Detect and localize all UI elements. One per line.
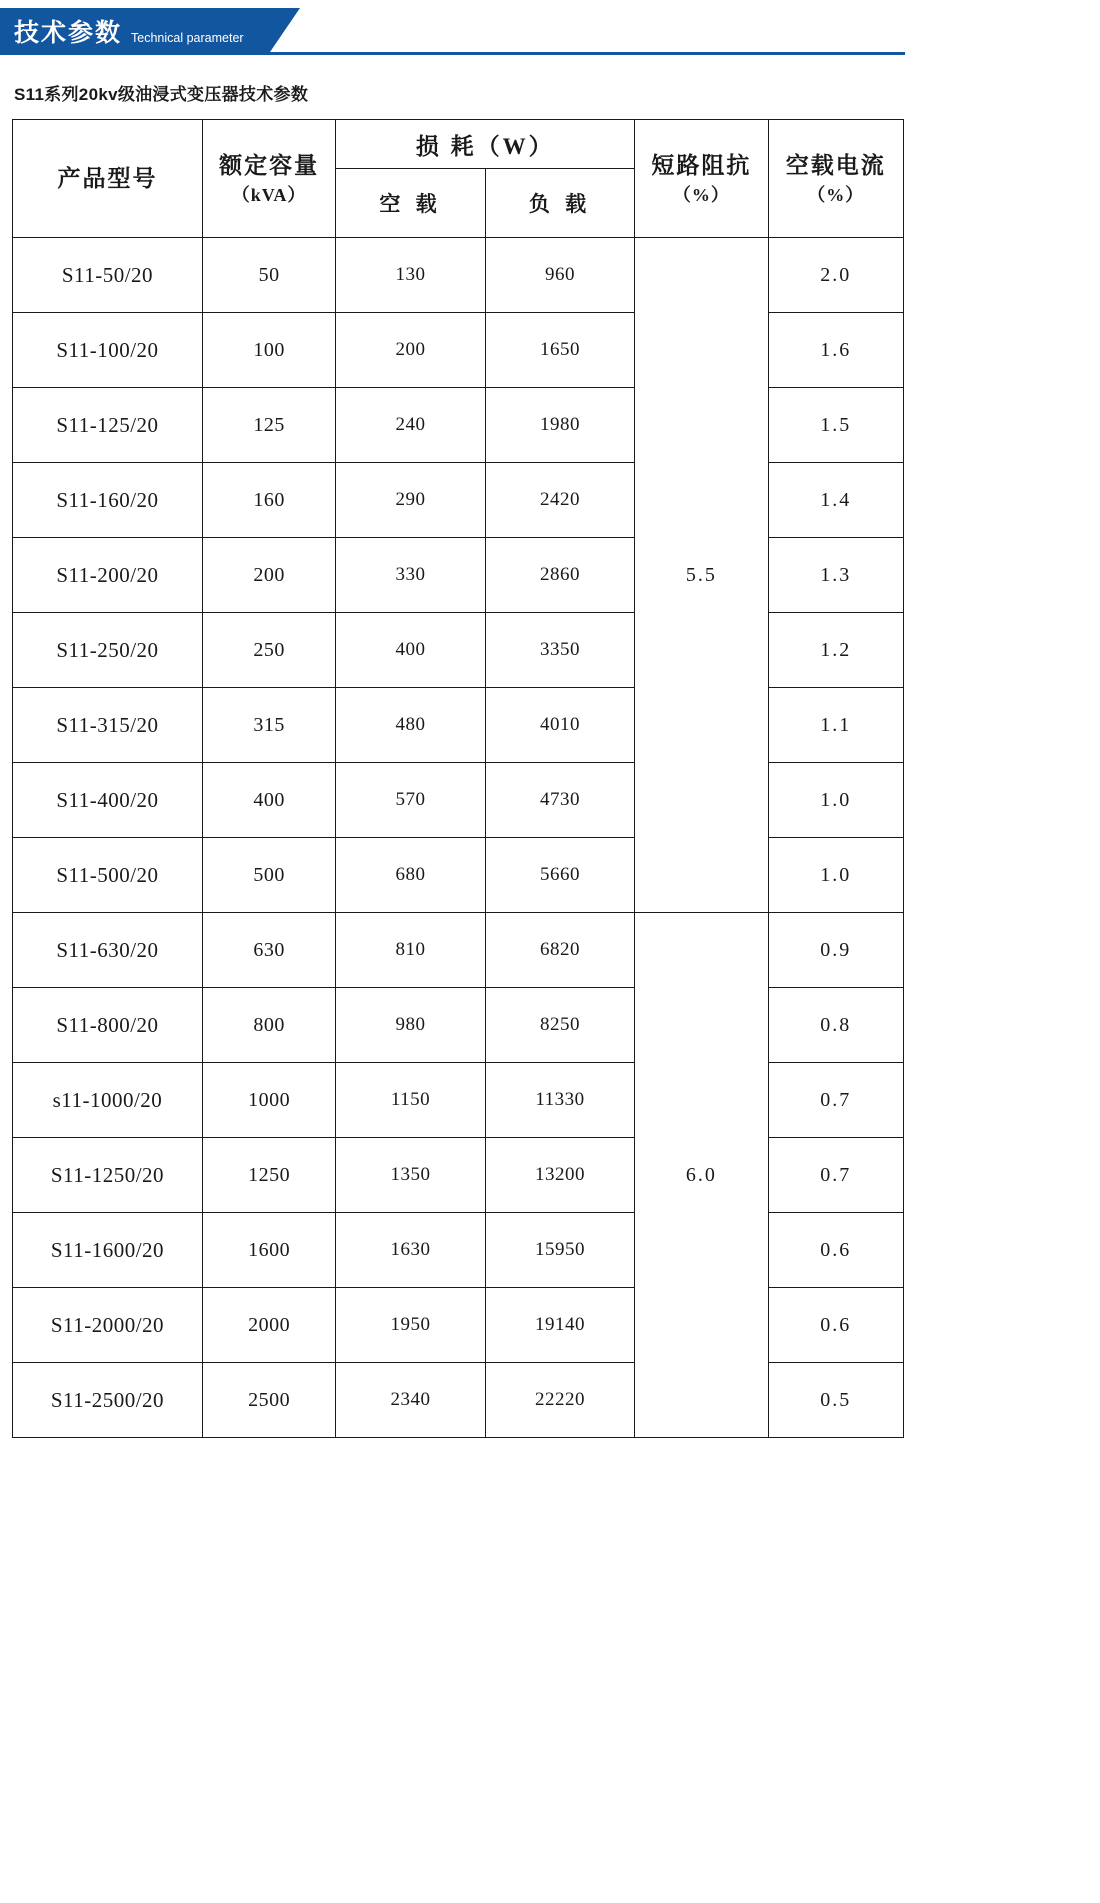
banner-title-en: Technical parameter [131,30,244,45]
table-row [13,1138,904,1213]
table-row [13,1213,904,1288]
cell-capacity: 1250 [202,1138,335,1213]
cell-capacity: 1600 [202,1213,335,1288]
header-impedance-unit: （%） [672,185,730,206]
header-impedance-label: 短路阻抗 [651,152,752,178]
page-banner [0,0,1100,62]
table-head [13,120,904,238]
cell-no-load-current: 0.8 [768,988,903,1063]
cell-loss-no-load: 400 [336,613,486,688]
cell-capacity: 200 [202,538,335,613]
cell-no-load-current: 0.9 [768,913,903,988]
header-capacity-label: 额定容量 [219,152,320,178]
cell-capacity: 2000 [202,1288,335,1363]
table-row [13,1063,904,1138]
page-title: S11系列20kv级油浸式变压器技术参数 [14,85,309,104]
cell-model: S11-2500/20 [13,1363,203,1438]
cell-loss-load: 1650 [485,313,635,388]
cell-loss-no-load: 290 [336,463,486,538]
cell-loss-load: 4730 [485,763,635,838]
table-row [13,538,904,613]
cell-loss-load: 960 [485,238,635,313]
header-no-load-current [768,120,903,238]
table-body [13,238,904,1438]
header-loss-group: 损 耗（W） [336,120,635,169]
cell-capacity: 500 [202,838,335,913]
cell-loss-load: 2860 [485,538,635,613]
cell-model: S11-315/20 [13,688,203,763]
table-row [13,763,904,838]
table-row [13,388,904,463]
cell-no-load-current: 0.7 [768,1063,903,1138]
cell-loss-load: 11330 [485,1063,635,1138]
cell-loss-no-load: 980 [336,988,486,1063]
cell-capacity: 125 [202,388,335,463]
header-current-label: 空载电流 [785,152,886,178]
cell-loss-no-load: 130 [336,238,486,313]
cell-no-load-current: 1.6 [768,313,903,388]
cell-no-load-current: 1.0 [768,838,903,913]
table-row [13,313,904,388]
cell-capacity: 800 [202,988,335,1063]
cell-model: S11-200/20 [13,538,203,613]
header-capacity [202,120,335,238]
cell-capacity: 160 [202,463,335,538]
cell-loss-no-load: 480 [336,688,486,763]
cell-loss-load: 1980 [485,388,635,463]
cell-loss-no-load: 680 [336,838,486,913]
table-row [13,463,904,538]
cell-no-load-current: 0.6 [768,1213,903,1288]
banner-title-cn: 技术参数 [14,19,123,47]
table-row [13,238,904,313]
cell-model: S11-2000/20 [13,1288,203,1363]
cell-no-load-current: 1.5 [768,388,903,463]
cell-no-load-current: 0.6 [768,1288,903,1363]
cell-no-load-current: 1.3 [768,538,903,613]
cell-loss-load: 5660 [485,838,635,913]
cell-loss-no-load: 240 [336,388,486,463]
table-row [13,613,904,688]
cell-loss-load: 6820 [485,913,635,988]
cell-loss-load: 13200 [485,1138,635,1213]
cell-model: S11-1250/20 [13,1138,203,1213]
cell-model: S11-125/20 [13,388,203,463]
cell-capacity: 630 [202,913,335,988]
cell-model: S11-1600/20 [13,1213,203,1288]
cell-loss-no-load: 570 [336,763,486,838]
table-row [13,913,904,988]
cell-no-load-current: 0.5 [768,1363,903,1438]
cell-loss-no-load: 1630 [336,1213,486,1288]
table-row [13,1363,904,1438]
cell-loss-no-load: 1150 [336,1063,486,1138]
cell-capacity: 50 [202,238,335,313]
header-capacity-unit: （kVA） [231,185,307,206]
table-header-row-1 [13,120,904,169]
cell-model: S11-630/20 [13,913,203,988]
cell-loss-no-load: 1350 [336,1138,486,1213]
cell-loss-load: 8250 [485,988,635,1063]
cell-loss-load: 22220 [485,1363,635,1438]
banner-underline [0,52,905,55]
cell-loss-load: 4010 [485,688,635,763]
banner-tab [0,8,270,52]
cell-loss-no-load: 1950 [336,1288,486,1363]
table-row [13,838,904,913]
cell-no-load-current: 1.0 [768,763,903,838]
cell-no-load-current: 0.7 [768,1138,903,1213]
cell-no-load-current: 1.1 [768,688,903,763]
cell-loss-load: 2420 [485,463,635,538]
table-row [13,988,904,1063]
cell-loss-load: 3350 [485,613,635,688]
cell-capacity: 315 [202,688,335,763]
cell-loss-no-load: 200 [336,313,486,388]
cell-no-load-current: 1.4 [768,463,903,538]
header-loss-load: 负 载 [485,169,635,238]
cell-capacity: 2500 [202,1363,335,1438]
cell-model: S11-50/20 [13,238,203,313]
cell-loss-no-load: 330 [336,538,486,613]
table-row [13,688,904,763]
cell-capacity: 1000 [202,1063,335,1138]
cell-capacity: 400 [202,763,335,838]
cell-impedance: 5.5 [635,238,768,913]
header-impedance [635,120,768,238]
cell-loss-load: 15950 [485,1213,635,1288]
cell-impedance: 6.0 [635,913,768,1438]
cell-model: S11-500/20 [13,838,203,913]
cell-model: S11-160/20 [13,463,203,538]
cell-loss-no-load: 810 [336,913,486,988]
cell-model: S11-400/20 [13,763,203,838]
cell-loss-no-load: 2340 [336,1363,486,1438]
spec-table [12,119,904,1438]
header-model: 产品型号 [13,120,203,238]
cell-no-load-current: 2.0 [768,238,903,313]
table-row [13,1288,904,1363]
cell-loss-load: 19140 [485,1288,635,1363]
cell-capacity: 100 [202,313,335,388]
cell-model: S11-250/20 [13,613,203,688]
spec-table-wrapper [0,119,1100,1458]
header-loss-no-load: 空 载 [336,169,486,238]
header-current-unit: （%） [807,185,865,206]
cell-model: s11-1000/20 [13,1063,203,1138]
cell-no-load-current: 1.2 [768,613,903,688]
cell-model: S11-100/20 [13,313,203,388]
cell-model: S11-800/20 [13,988,203,1063]
cell-capacity: 250 [202,613,335,688]
